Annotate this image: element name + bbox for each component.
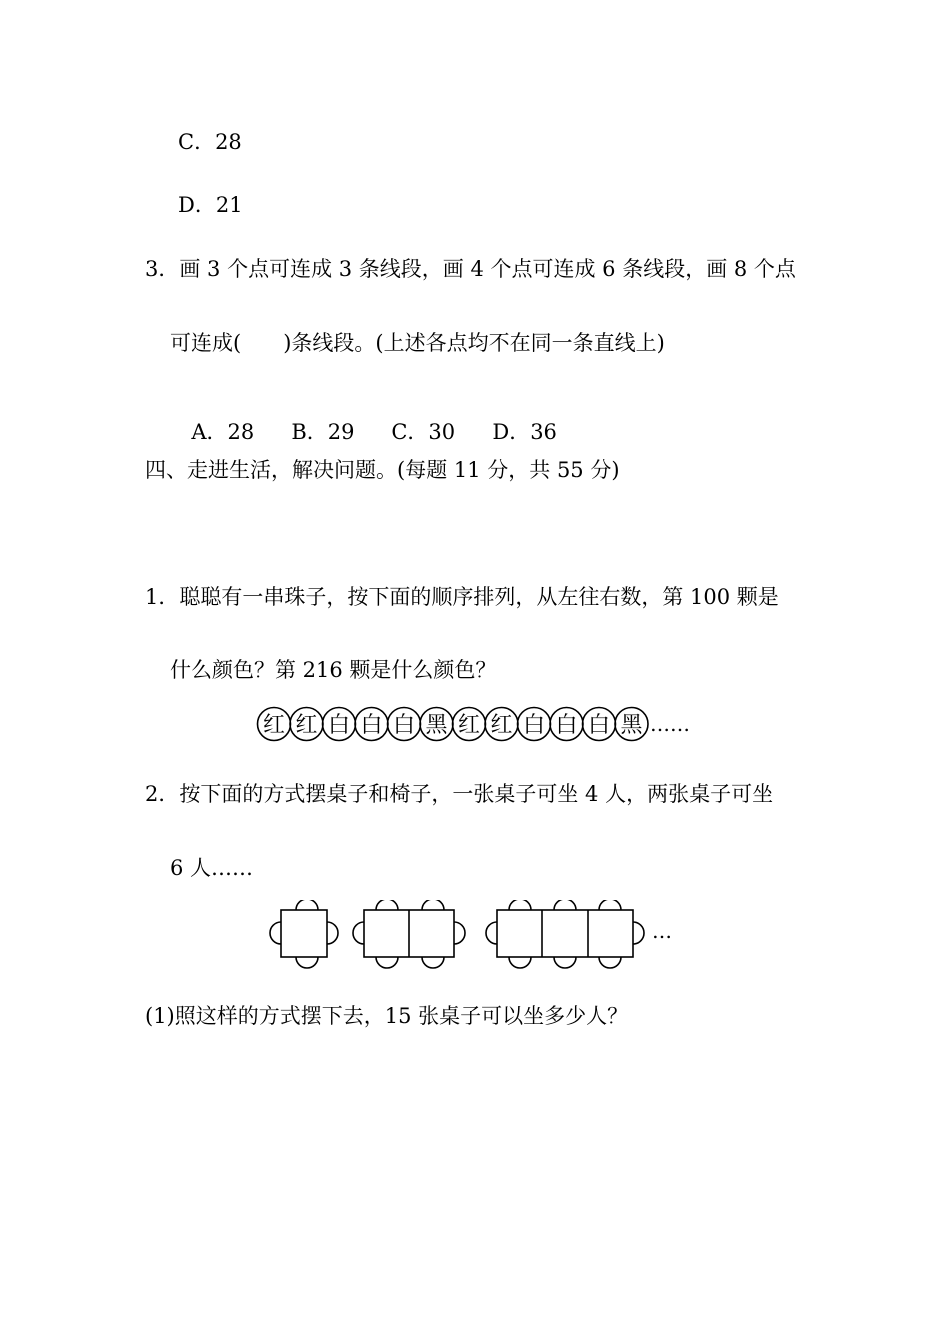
bead-label: 白: [555, 713, 578, 738]
section-4-heading: 四、走进生活，解决问题。(每题 11 分，共 55 分): [145, 458, 620, 482]
tables-ellipsis: …: [652, 919, 672, 943]
problem-2-line-1: 2．按下面的方式摆桌子和椅子，一张桌子可坐 4 人，两张桌子可坐: [145, 782, 774, 806]
bead-label: 红: [490, 713, 513, 738]
bead-label: 红: [457, 713, 481, 738]
bead: [420, 708, 453, 741]
bead: [323, 708, 356, 741]
bead-label: 白: [392, 713, 416, 738]
bead: [583, 708, 616, 741]
problem-2-line-2: 6 人……: [170, 856, 254, 880]
bead: [453, 708, 486, 741]
option-c: C．28: [178, 130, 242, 154]
q3-option-d: D．36: [492, 420, 557, 444]
beads-ellipsis: ……: [650, 712, 690, 736]
question-3-line-1: 3．画 3 个点可连成 3 条线段，画 4 个点可连成 6 条线段，画 8 个点: [145, 257, 796, 281]
bead-label: 白: [522, 713, 546, 738]
problem-2-sub-1: (1)照这样的方式摆下去，15 张桌子可以坐多少人？: [145, 1004, 629, 1028]
bead-label: 红: [262, 713, 286, 738]
q3-option-b: B．29: [291, 420, 355, 444]
question-3-line-2: 可连成( )条线段。(上述各点均不在同一条直线上): [170, 331, 665, 355]
problem-1-line-1: 1．聪聪有一串珠子，按下面的顺序排列，从左往右数，第 100 颗是: [145, 585, 779, 609]
table-arrangement-figure: [268, 900, 688, 970]
bead: [258, 708, 291, 741]
bead-label: 白: [587, 713, 611, 738]
bead: [550, 708, 583, 741]
option-d: D．21: [178, 193, 243, 217]
bead: [518, 708, 551, 741]
bead-label: 黑: [425, 713, 448, 738]
bead: [388, 708, 421, 741]
problem-1-line-2: 什么颜色？第 216 颗是什么颜色？: [170, 658, 497, 682]
q3-option-c: C．30: [391, 420, 456, 444]
bead: [290, 708, 323, 741]
bead: [485, 708, 518, 741]
bead: [615, 708, 648, 741]
bead-label: 黑: [620, 713, 643, 738]
bead: [355, 708, 388, 741]
question-3-options: [178, 393, 557, 445]
bead-label: 红: [295, 713, 318, 738]
q3-option-a: A．28: [191, 420, 255, 444]
bead-label: 白: [327, 713, 351, 738]
bead-sequence-figure: [255, 703, 700, 745]
bead-label: 白: [360, 713, 383, 738]
